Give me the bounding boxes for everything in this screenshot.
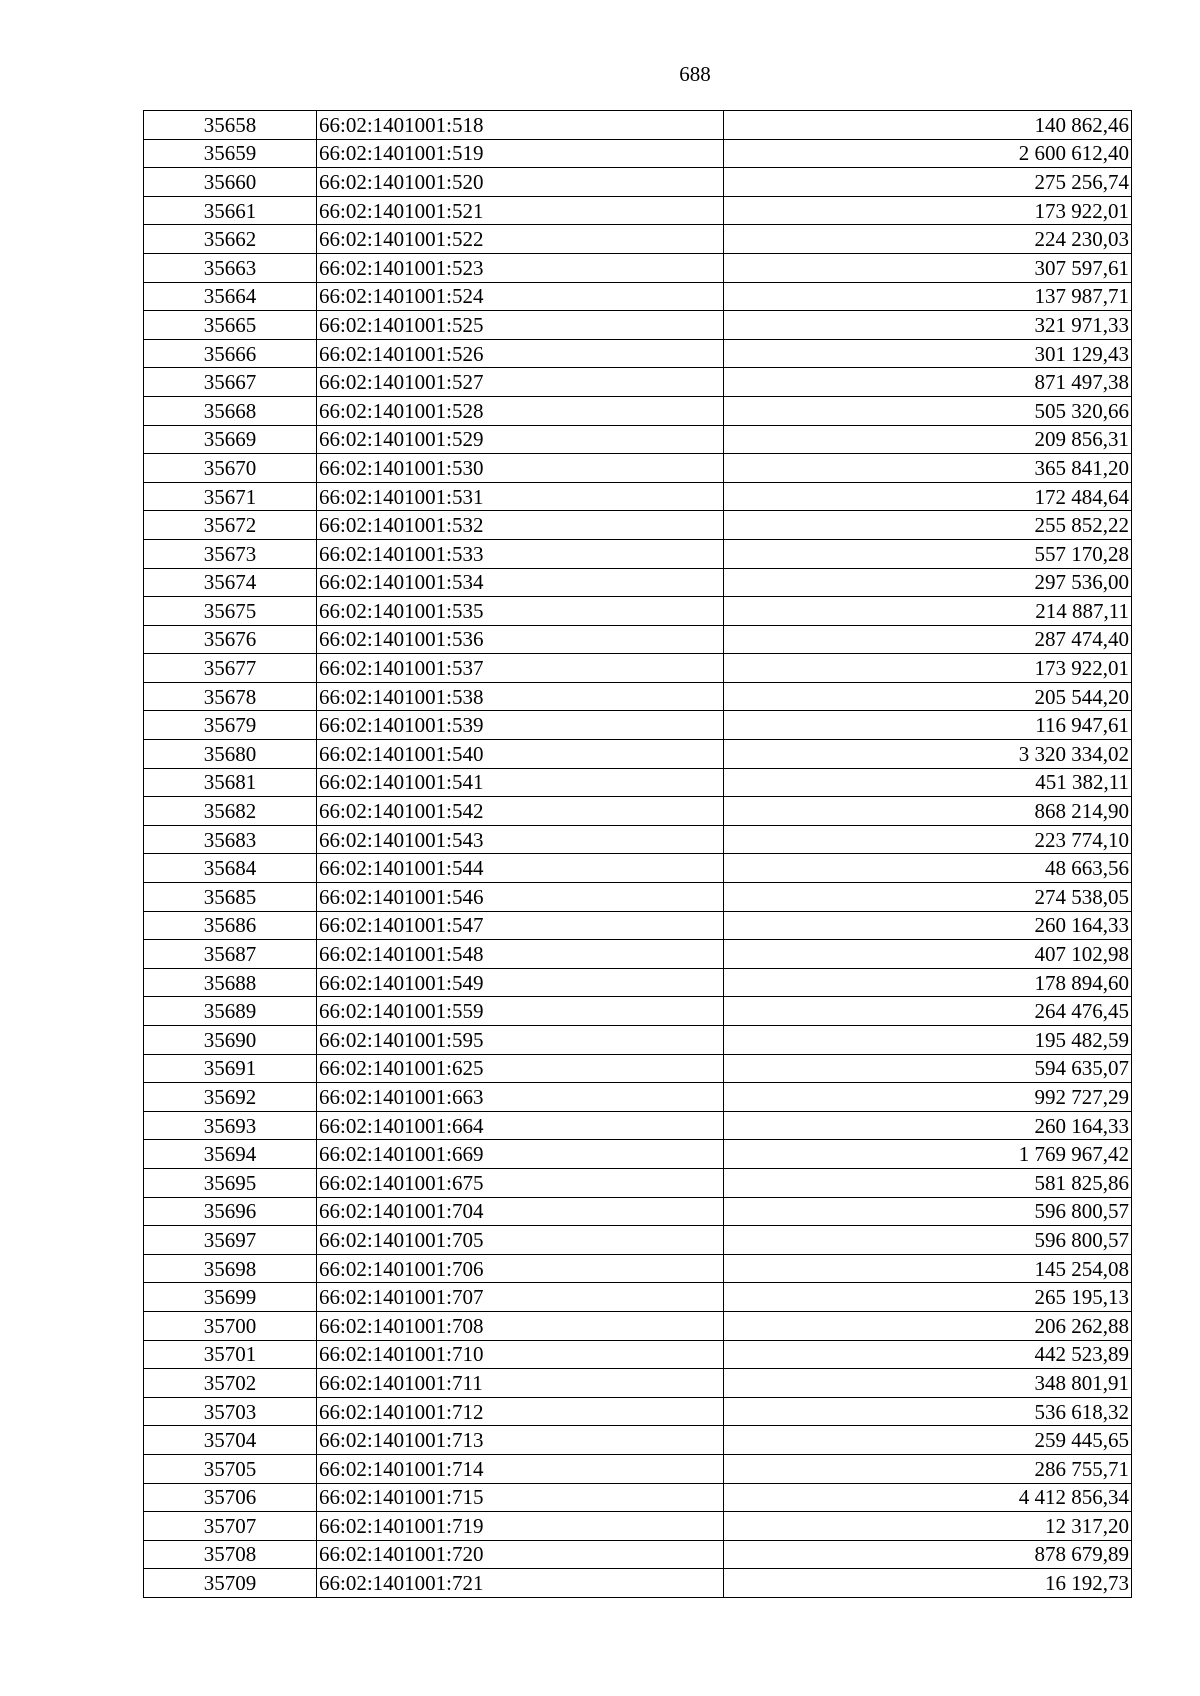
cadastral-value-cell: 137 987,71 <box>724 282 1132 311</box>
table-row <box>144 1283 1132 1312</box>
cadastral-number-cell: 66:02:1401001:535 <box>317 597 724 626</box>
cadastral-value-cell: 173 922,01 <box>724 654 1132 683</box>
table-row <box>144 1569 1132 1598</box>
table-row <box>144 1168 1132 1197</box>
cadastral-value-cell: 871 497,38 <box>724 368 1132 397</box>
cadastral-number-cell: 66:02:1401001:715 <box>317 1483 724 1512</box>
cadastral-number-cell: 66:02:1401001:547 <box>317 911 724 940</box>
cadastral-number-cell: 66:02:1401001:705 <box>317 1226 724 1255</box>
cadastral-number-cell: 66:02:1401001:521 <box>317 196 724 225</box>
row-number-cell: 35683 <box>144 825 317 854</box>
cadastral-value-cell: 265 195,13 <box>724 1283 1132 1312</box>
row-number-cell: 35679 <box>144 711 317 740</box>
table-row <box>144 768 1132 797</box>
cadastral-value-cell: 407 102,98 <box>724 940 1132 969</box>
row-number-cell: 35671 <box>144 482 317 511</box>
cadastral-value-cell: 442 523,89 <box>724 1340 1132 1369</box>
table-row <box>144 1111 1132 1140</box>
row-number-cell: 35670 <box>144 454 317 483</box>
cadastral-number-cell: 66:02:1401001:548 <box>317 940 724 969</box>
table-row <box>144 111 1132 140</box>
table-row <box>144 253 1132 282</box>
cadastral-value-cell: 260 164,33 <box>724 1111 1132 1140</box>
cadastral-value-cell: 297 536,00 <box>724 568 1132 597</box>
table-row <box>144 1197 1132 1226</box>
cadastral-number-cell: 66:02:1401001:518 <box>317 111 724 140</box>
cadastral-number-cell: 66:02:1401001:528 <box>317 396 724 425</box>
row-number-cell: 35689 <box>144 997 317 1026</box>
cadastral-value-cell: 140 862,46 <box>724 111 1132 140</box>
cadastral-number-cell: 66:02:1401001:704 <box>317 1197 724 1226</box>
table-row <box>144 1483 1132 1512</box>
cadastral-value-cell: 260 164,33 <box>724 911 1132 940</box>
cadastral-number-cell: 66:02:1401001:549 <box>317 968 724 997</box>
row-number-cell: 35703 <box>144 1397 317 1426</box>
cadastral-value-cell: 145 254,08 <box>724 1254 1132 1283</box>
cadastral-value-cell: 878 679,89 <box>724 1540 1132 1569</box>
row-number-cell: 35706 <box>144 1483 317 1512</box>
cadastral-value-cell: 48 663,56 <box>724 854 1132 883</box>
cadastral-number-cell: 66:02:1401001:531 <box>317 482 724 511</box>
cadastral-number-cell: 66:02:1401001:538 <box>317 682 724 711</box>
row-number-cell: 35663 <box>144 253 317 282</box>
row-number-cell: 35668 <box>144 396 317 425</box>
row-number-cell: 35692 <box>144 1083 317 1112</box>
cadastral-number-cell: 66:02:1401001:721 <box>317 1569 724 1598</box>
row-number-cell: 35699 <box>144 1283 317 1312</box>
table-row <box>144 883 1132 912</box>
cadastral-value-cell: 195 482,59 <box>724 1026 1132 1055</box>
table-row <box>144 682 1132 711</box>
cadastral-value-cell: 4 412 856,34 <box>724 1483 1132 1512</box>
cadastral-number-cell: 66:02:1401001:706 <box>317 1254 724 1283</box>
table-row <box>144 482 1132 511</box>
table-row <box>144 654 1132 683</box>
row-number-cell: 35693 <box>144 1111 317 1140</box>
table-row <box>144 139 1132 168</box>
row-number-cell: 35697 <box>144 1226 317 1255</box>
cadastral-value-table <box>143 110 1132 1598</box>
row-number-cell: 35665 <box>144 311 317 340</box>
table-row <box>144 282 1132 311</box>
cadastral-number-cell: 66:02:1401001:536 <box>317 625 724 654</box>
row-number-cell: 35698 <box>144 1254 317 1283</box>
cadastral-value-cell: 172 484,64 <box>724 482 1132 511</box>
cadastral-number-cell: 66:02:1401001:713 <box>317 1426 724 1455</box>
cadastral-number-cell: 66:02:1401001:524 <box>317 282 724 311</box>
table-row <box>144 225 1132 254</box>
table-row <box>144 1369 1132 1398</box>
row-number-cell: 35707 <box>144 1512 317 1541</box>
cadastral-value-cell: 581 825,86 <box>724 1168 1132 1197</box>
cadastral-value-cell: 348 801,91 <box>724 1369 1132 1398</box>
cadastral-number-cell: 66:02:1401001:543 <box>317 825 724 854</box>
row-number-cell: 35685 <box>144 883 317 912</box>
cadastral-value-cell: 992 727,29 <box>724 1083 1132 1112</box>
row-number-cell: 35678 <box>144 682 317 711</box>
cadastral-number-cell: 66:02:1401001:719 <box>317 1512 724 1541</box>
row-number-cell: 35705 <box>144 1454 317 1483</box>
cadastral-value-cell: 12 317,20 <box>724 1512 1132 1541</box>
row-number-cell: 35690 <box>144 1026 317 1055</box>
row-number-cell: 35661 <box>144 196 317 225</box>
table-row <box>144 168 1132 197</box>
cadastral-value-cell: 596 800,57 <box>724 1197 1132 1226</box>
cadastral-number-cell: 66:02:1401001:711 <box>317 1369 724 1398</box>
cadastral-number-cell: 66:02:1401001:708 <box>317 1311 724 1340</box>
table-row <box>144 196 1132 225</box>
row-number-cell: 35709 <box>144 1569 317 1598</box>
cadastral-value-cell: 178 894,60 <box>724 968 1132 997</box>
cadastral-number-cell: 66:02:1401001:595 <box>317 1026 724 1055</box>
row-number-cell: 35664 <box>144 282 317 311</box>
table-row <box>144 425 1132 454</box>
cadastral-value-cell: 451 382,11 <box>724 768 1132 797</box>
cadastral-number-cell: 66:02:1401001:675 <box>317 1168 724 1197</box>
row-number-cell: 35662 <box>144 225 317 254</box>
cadastral-value-cell: 301 129,43 <box>724 339 1132 368</box>
cadastral-number-cell: 66:02:1401001:529 <box>317 425 724 454</box>
table-row <box>144 711 1132 740</box>
cadastral-number-cell: 66:02:1401001:526 <box>317 339 724 368</box>
row-number-cell: 35667 <box>144 368 317 397</box>
row-number-cell: 35676 <box>144 625 317 654</box>
table-row <box>144 1397 1132 1426</box>
table-row <box>144 825 1132 854</box>
row-number-cell: 35702 <box>144 1369 317 1398</box>
cadastral-value-cell: 365 841,20 <box>724 454 1132 483</box>
row-number-cell: 35694 <box>144 1140 317 1169</box>
table-row <box>144 1512 1132 1541</box>
cadastral-value-cell: 3 320 334,02 <box>724 740 1132 769</box>
cadastral-value-cell: 1 769 967,42 <box>724 1140 1132 1169</box>
cadastral-number-cell: 66:02:1401001:520 <box>317 168 724 197</box>
table-row <box>144 854 1132 883</box>
cadastral-number-cell: 66:02:1401001:546 <box>317 883 724 912</box>
cadastral-number-cell: 66:02:1401001:537 <box>317 654 724 683</box>
cadastral-value-cell: 205 544,20 <box>724 682 1132 711</box>
cadastral-number-cell: 66:02:1401001:707 <box>317 1283 724 1312</box>
cadastral-number-cell: 66:02:1401001:525 <box>317 311 724 340</box>
row-number-cell: 35704 <box>144 1426 317 1455</box>
table-row <box>144 1226 1132 1255</box>
table-row <box>144 1311 1132 1340</box>
cadastral-number-cell: 66:02:1401001:523 <box>317 253 724 282</box>
table-row <box>144 539 1132 568</box>
row-number-cell: 35691 <box>144 1054 317 1083</box>
table-row <box>144 597 1132 626</box>
table-row <box>144 740 1132 769</box>
cadastral-value-cell: 275 256,74 <box>724 168 1132 197</box>
table-row <box>144 368 1132 397</box>
cadastral-number-cell: 66:02:1401001:544 <box>317 854 724 883</box>
cadastral-value-cell: 596 800,57 <box>724 1226 1132 1255</box>
cadastral-value-cell: 505 320,66 <box>724 396 1132 425</box>
row-number-cell: 35674 <box>144 568 317 597</box>
cadastral-value-cell: 214 887,11 <box>724 597 1132 626</box>
table-row <box>144 339 1132 368</box>
cadastral-value-cell: 264 476,45 <box>724 997 1132 1026</box>
table-row <box>144 311 1132 340</box>
table-row <box>144 454 1132 483</box>
cadastral-value-cell: 173 922,01 <box>724 196 1132 225</box>
table-row <box>144 625 1132 654</box>
table-row <box>144 997 1132 1026</box>
row-number-cell: 35659 <box>144 139 317 168</box>
cadastral-number-cell: 66:02:1401001:720 <box>317 1540 724 1569</box>
table-row <box>144 511 1132 540</box>
row-number-cell: 35669 <box>144 425 317 454</box>
cadastral-number-cell: 66:02:1401001:669 <box>317 1140 724 1169</box>
row-number-cell: 35686 <box>144 911 317 940</box>
row-number-cell: 35682 <box>144 797 317 826</box>
cadastral-number-cell: 66:02:1401001:625 <box>317 1054 724 1083</box>
cadastral-number-cell: 66:02:1401001:534 <box>317 568 724 597</box>
table-row <box>144 940 1132 969</box>
row-number-cell: 35681 <box>144 768 317 797</box>
cadastral-number-cell: 66:02:1401001:532 <box>317 511 724 540</box>
table-row <box>144 1540 1132 1569</box>
table-row <box>144 396 1132 425</box>
cadastral-number-cell: 66:02:1401001:559 <box>317 997 724 1026</box>
table-row <box>144 1083 1132 1112</box>
cadastral-value-cell: 868 214,90 <box>724 797 1132 826</box>
cadastral-number-cell: 66:02:1401001:539 <box>317 711 724 740</box>
cadastral-value-cell: 321 971,33 <box>724 311 1132 340</box>
cadastral-number-cell: 66:02:1401001:664 <box>317 1111 724 1140</box>
cadastral-value-cell: 594 635,07 <box>724 1054 1132 1083</box>
cadastral-number-cell: 66:02:1401001:533 <box>317 539 724 568</box>
table-row <box>144 1254 1132 1283</box>
page-number <box>0 62 1200 87</box>
cadastral-number-cell: 66:02:1401001:530 <box>317 454 724 483</box>
row-number-cell: 35696 <box>144 1197 317 1226</box>
cadastral-number-cell: 66:02:1401001:522 <box>317 225 724 254</box>
table-row <box>144 1454 1132 1483</box>
table-row <box>144 1426 1132 1455</box>
cadastral-value-cell: 274 538,05 <box>724 883 1132 912</box>
table-row <box>144 568 1132 597</box>
cadastral-value-cell: 287 474,40 <box>724 625 1132 654</box>
cadastral-value-cell: 116 947,61 <box>724 711 1132 740</box>
cadastral-number-cell: 66:02:1401001:541 <box>317 768 724 797</box>
row-number-cell: 35677 <box>144 654 317 683</box>
cadastral-value-cell: 536 618,32 <box>724 1397 1132 1426</box>
cadastral-value-cell: 307 597,61 <box>724 253 1132 282</box>
cadastral-number-cell: 66:02:1401001:712 <box>317 1397 724 1426</box>
cadastral-number-cell: 66:02:1401001:519 <box>317 139 724 168</box>
cadastral-value-cell: 209 856,31 <box>724 425 1132 454</box>
row-number-cell: 35695 <box>144 1168 317 1197</box>
row-number-cell: 35658 <box>144 111 317 140</box>
table-row <box>144 911 1132 940</box>
table-row <box>144 1026 1132 1055</box>
row-number-cell: 35684 <box>144 854 317 883</box>
row-number-cell: 35688 <box>144 968 317 997</box>
cadastral-number-cell: 66:02:1401001:527 <box>317 368 724 397</box>
row-number-cell: 35687 <box>144 940 317 969</box>
row-number-cell: 35708 <box>144 1540 317 1569</box>
cadastral-value-cell: 206 262,88 <box>724 1311 1132 1340</box>
table-row <box>144 1054 1132 1083</box>
row-number-cell: 35700 <box>144 1311 317 1340</box>
cadastral-value-cell: 286 755,71 <box>724 1454 1132 1483</box>
cadastral-number-cell: 66:02:1401001:714 <box>317 1454 724 1483</box>
cadastral-value-cell: 255 852,22 <box>724 511 1132 540</box>
cadastral-value-cell: 259 445,65 <box>724 1426 1132 1455</box>
cadastral-number-cell: 66:02:1401001:542 <box>317 797 724 826</box>
table-row <box>144 1140 1132 1169</box>
cadastral-value-cell: 557 170,28 <box>724 539 1132 568</box>
table-row <box>144 797 1132 826</box>
row-number-cell: 35701 <box>144 1340 317 1369</box>
row-number-cell: 35675 <box>144 597 317 626</box>
table-body <box>144 111 1132 1598</box>
row-number-cell: 35672 <box>144 511 317 540</box>
cadastral-value-cell: 224 230,03 <box>724 225 1132 254</box>
row-number-cell: 35673 <box>144 539 317 568</box>
cadastral-value-cell: 2 600 612,40 <box>724 139 1132 168</box>
cadastral-number-cell: 66:02:1401001:540 <box>317 740 724 769</box>
table-row <box>144 1340 1132 1369</box>
cadastral-value-cell: 16 192,73 <box>724 1569 1132 1598</box>
table-row <box>144 968 1132 997</box>
row-number-cell: 35666 <box>144 339 317 368</box>
cadastral-number-cell: 66:02:1401001:663 <box>317 1083 724 1112</box>
cadastral-value-cell: 223 774,10 <box>724 825 1132 854</box>
cadastral-number-cell: 66:02:1401001:710 <box>317 1340 724 1369</box>
page-number-text: 688 <box>679 62 711 86</box>
row-number-cell: 35660 <box>144 168 317 197</box>
row-number-cell: 35680 <box>144 740 317 769</box>
